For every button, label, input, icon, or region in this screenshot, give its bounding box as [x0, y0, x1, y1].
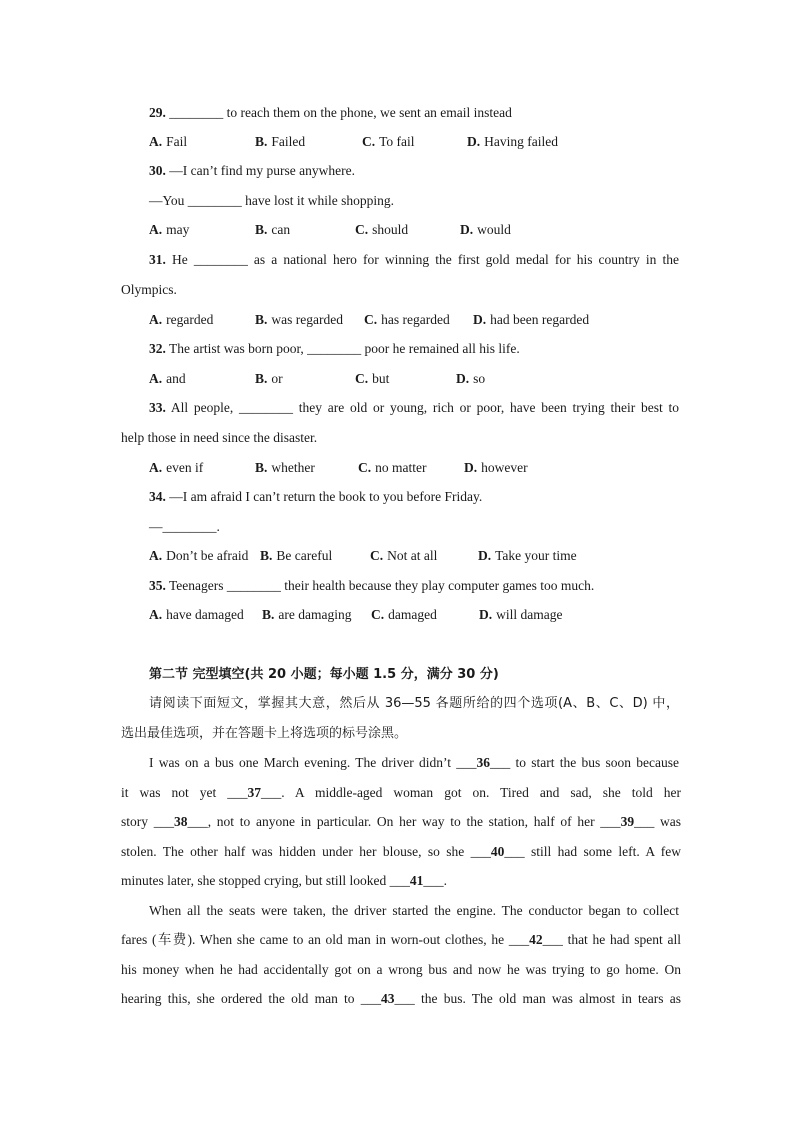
option-b[interactable]: B. or	[255, 371, 283, 386]
question-34-stem: 34. —I am afraid I can’t return the book to you before Friday.	[149, 489, 483, 504]
blank-42[interactable]: 42	[529, 932, 543, 947]
option-d[interactable]: D. would	[460, 222, 511, 237]
option-a[interactable]: A. Don’t be afraid	[149, 548, 249, 563]
option-c[interactable]: C. should	[355, 222, 409, 237]
question-34-options	[149, 547, 649, 565]
option-a[interactable]: A. Fail	[149, 134, 188, 149]
section-instructions-2: 选出最佳选项，并在答题卡上将选项的标号涂黑。	[121, 726, 408, 741]
question-33-stem: 33. All people, ________ they are old or young, rich or poor, have been trying their best to	[149, 400, 679, 415]
question-31-stem: 31. He ________ as a national hero for winning the first gold medal for his country in the	[149, 252, 679, 267]
option-a[interactable]: A. and	[149, 371, 186, 386]
question-35-stem: 35. Teenagers ________ their health because they play computer games too much.	[149, 578, 595, 593]
question-34-stem-2: —________.	[149, 519, 220, 534]
question-32-options	[149, 370, 649, 388]
option-b[interactable]: B. whether	[255, 460, 315, 475]
option-c[interactable]: C. but	[355, 371, 390, 386]
option-b[interactable]: B. can	[255, 222, 291, 237]
passage-line: stolen. The other half was hidden under her blouse, so she ___40___ still had some left. A few	[121, 844, 681, 859]
blank-36[interactable]: 36	[476, 755, 491, 770]
option-c[interactable]: C. Not at all	[370, 548, 438, 563]
section-heading: 第二节 完型填空(共 20 小题；每小题 1.5 分，满分 30 分)	[149, 667, 499, 682]
passage-line: When all the seats were taken, the driver started the engine. The conductor began to collect	[149, 903, 679, 918]
question-33-stem-2: help those in need since the disaster.	[121, 430, 318, 445]
question-29-options	[149, 133, 649, 151]
question-31-options	[149, 311, 649, 329]
question-30-stem: 30. —I can’t find my purse anywhere.	[149, 163, 355, 178]
option-d[interactable]: D. had been regarded	[473, 312, 590, 327]
option-d[interactable]: D. will damage	[479, 607, 563, 622]
option-b[interactable]: B. was regarded	[255, 312, 343, 327]
passage-line: it was not yet ___37___. A middle-aged woman got on. Tired and sad, she told her	[121, 785, 682, 800]
section-instructions-1: 请阅读下面短文，掌握其大意，然后从 36—55 各题所给的四个选项(A、B、C、D) 中，	[149, 696, 679, 711]
passage-line: his money when he had accidentally got on a wrong bus and now he was trying to go home. On	[121, 962, 681, 977]
blank-39[interactable]: 39	[620, 814, 635, 829]
question-31-stem-2: Olympics.	[121, 282, 177, 297]
option-b[interactable]: B. are damaging	[262, 607, 352, 622]
blank-38[interactable]: 38	[173, 814, 188, 829]
question-32-stem: 32. The artist was born poor, ________ poor he remained all his life.	[149, 341, 520, 356]
question-30-options	[149, 221, 649, 239]
question-33-options	[149, 459, 649, 477]
passage-line: hearing this, she ordered the old man to ___43___ the bus. The old man was almost in tears as	[121, 991, 681, 1006]
option-c[interactable]: C. To fail	[362, 134, 415, 149]
blank-37[interactable]: 37	[247, 785, 262, 800]
passage-line: minutes later, she stopped crying, but still looked ___41___.	[121, 873, 448, 888]
blank-40[interactable]: 40	[490, 844, 505, 859]
option-a[interactable]: A. even if	[149, 460, 204, 475]
blank-43[interactable]: 43	[381, 991, 395, 1006]
blank-41[interactable]: 41	[409, 873, 424, 888]
option-a[interactable]: A. may	[149, 222, 190, 237]
passage-line: fares (车费). When she came to an old man in worn-out clothes, he ___42___ that he had spent all	[121, 932, 681, 947]
passage-line: I was on a bus one March evening. The driver didn’t ___36___ to start the bus soon because	[149, 755, 680, 770]
option-a[interactable]: A. regarded	[149, 312, 214, 327]
passage-line: story ___38___, not to anyone in particular. On her way to the station, half of her ___39___ was	[121, 814, 682, 829]
option-b[interactable]: B. Be careful	[260, 548, 333, 563]
question-29-stem: 29. ________ to reach them on the phone, we sent an email instead	[149, 105, 512, 120]
option-d[interactable]: D. however	[464, 460, 528, 475]
option-c[interactable]: C. no matter	[358, 460, 427, 475]
option-d[interactable]: D. Having failed	[467, 134, 558, 149]
option-b[interactable]: B. Failed	[255, 134, 306, 149]
question-30-stem-2: —You ________ have lost it while shopping.	[149, 193, 395, 208]
option-c[interactable]: C. has regarded	[364, 312, 450, 327]
option-a[interactable]: A. have damaged	[149, 607, 244, 622]
option-c[interactable]: C. damaged	[371, 607, 437, 622]
question-35-options	[149, 606, 649, 624]
option-d[interactable]: D. so	[456, 371, 486, 386]
option-d[interactable]: D. Take your time	[478, 548, 577, 563]
